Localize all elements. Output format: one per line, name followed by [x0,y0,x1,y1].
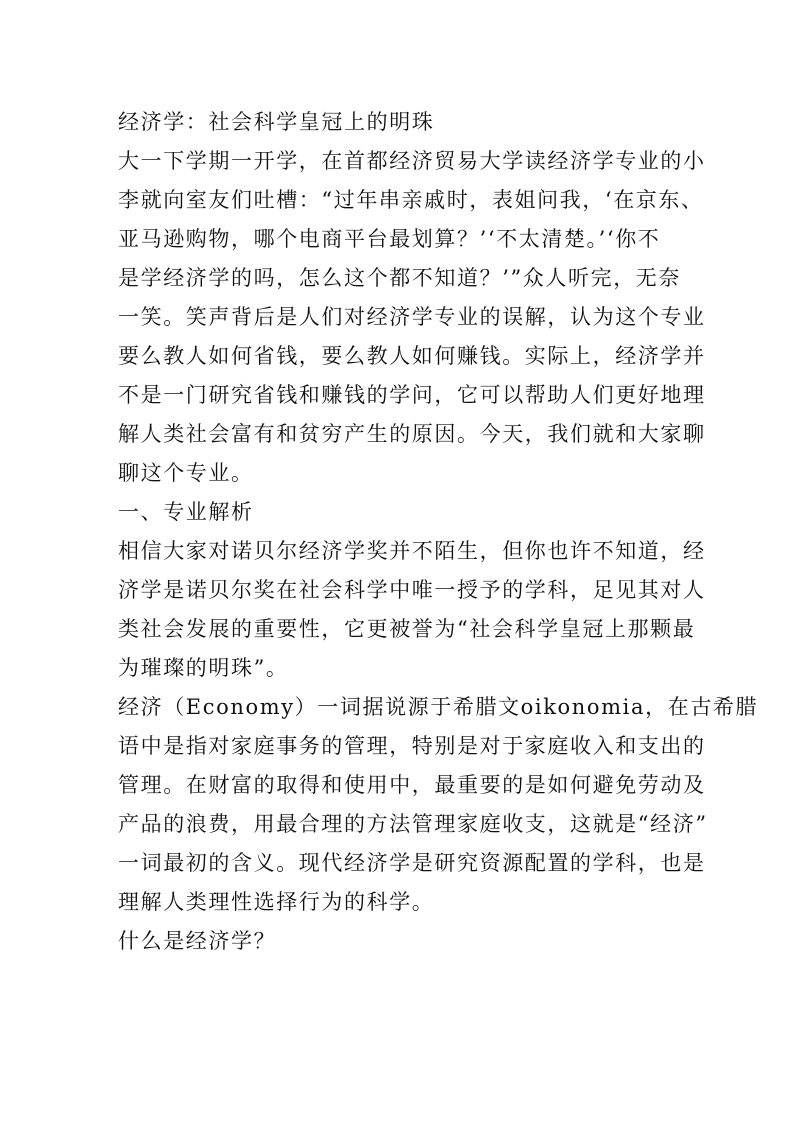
paragraph-line: 李就向室友们吐槽：“过年串亲戚时，表姐问我，‘在京东、 [118,188,704,212]
paragraph-line: 理解人类理性选择行为的科学。 [118,890,435,914]
paragraph-line: 类社会发展的重要性，它更被誉为“社会科学皇冠上那颗最 [118,617,696,641]
intro-paragraph [118,142,706,493]
section-heading: 一、专业解析 [118,500,254,524]
paragraph-line: 不是一门研究省钱和赚钱的学问，它可以帮助人们更好地理 [118,383,706,407]
paragraph-line: 济学是诺贝尔奖在社会科学中唯一授予的学科，足见其对人 [118,578,706,602]
paragraph-line: 解人类社会富有和贫穷产生的原因。今天，我们就和大家聊 [118,422,706,446]
paragraph-line: 产品的浪费，用最合理的方法管理家庭收支，这就是“经济” [118,812,708,836]
document-title: 经济学：社会科学皇冠上的明珠 [118,110,435,134]
paragraph-line: 管理。在财富的取得和使用中，最重要的是如何避免劳动及 [118,773,706,797]
document-page [118,103,759,961]
paragraph-line: 相信大家对诺贝尔经济学奖并不陌生，但你也许不知道，经 [118,539,706,563]
paragraph-line: 大一下学期一开学，在首都经济贸易大学读经济学专业的小 [118,149,706,173]
paragraph-line: 一笑。笑声背后是人们对经济学专业的误解，认为这个专业 [118,305,706,329]
paragraph-line: 语中是指对家庭事务的管理，特别是对于家庭收入和支出的 [118,734,706,758]
paragraph-line: 经济（Economy）一词据说源于希腊文oikonomia，在古希腊 [118,695,759,719]
section-body [118,532,759,922]
paragraph-line: 亚马逊购物，哪个电商平台最划算？’‘不太清楚。’‘你不 [118,227,661,251]
sub-heading: 什么是经济学？ [118,929,277,953]
paragraph-line: 一词最初的含义。现代经济学是研究资源配置的学科，也是 [118,851,706,875]
paragraph-line: 是学经济学的吗，怎么这个都不知道？’”众人听完，无奈 [118,266,682,290]
paragraph-line: 聊这个专业。 [118,461,254,485]
paragraph-line: 为璀璨的明珠”。 [118,656,289,680]
paragraph-line: 要么教人如何省钱，要么教人如何赚钱。实际上，经济学并 [118,344,706,368]
